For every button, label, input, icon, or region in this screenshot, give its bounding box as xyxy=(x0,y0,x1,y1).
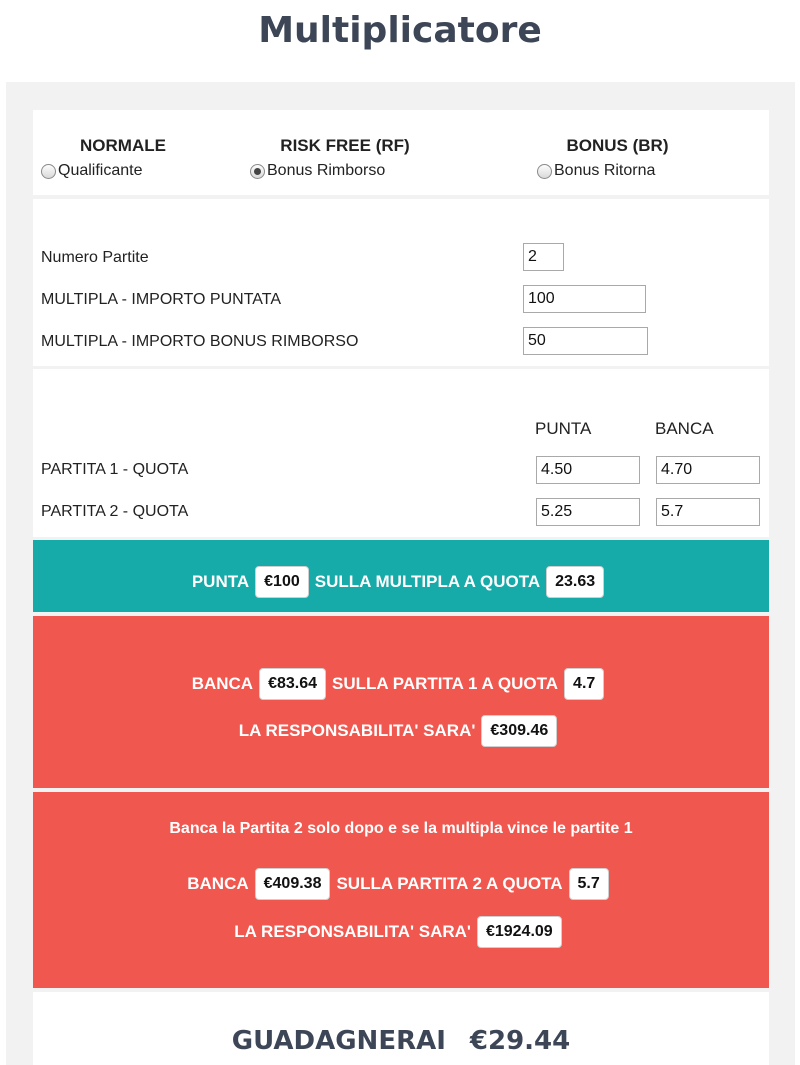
partita-1-punta-input[interactable] xyxy=(536,456,640,484)
banca-1-line xyxy=(33,668,769,700)
partita-2-label: PARTITA 2 - QUOTA xyxy=(41,503,189,520)
banca-1-liability-chip: €309.46 xyxy=(481,715,557,747)
mode-bonus-label: Bonus Ritorna xyxy=(554,162,656,179)
partita-2-punta-input[interactable] xyxy=(536,498,640,526)
banca-2-middle-text: SULLA PARTITA 2 A QUOTA xyxy=(336,874,563,893)
banca-1-liability-label: LA RESPONSABILITA' SARA' xyxy=(238,721,476,740)
bet-fields xyxy=(33,199,769,366)
banca-2-line xyxy=(33,868,769,900)
quote-table xyxy=(33,369,769,537)
punta-stake-chip: €100 xyxy=(255,566,309,598)
partita-2-banca-input[interactable] xyxy=(656,498,760,526)
radio-qualificante[interactable] xyxy=(41,164,56,179)
punta-line xyxy=(33,566,769,598)
banca-2-liability-line xyxy=(33,916,769,948)
partita-1-banca-input[interactable] xyxy=(656,456,760,484)
mode-risk-free-title: RISK FREE (RF) xyxy=(280,136,410,155)
profit-line xyxy=(33,1026,769,1056)
mode-bonus-option[interactable] xyxy=(537,162,775,180)
mode-normale-title: NORMALE xyxy=(80,136,166,155)
mode-risk-free-option[interactable] xyxy=(250,162,490,180)
page-title: Multiplicatore xyxy=(258,10,542,51)
mode-bonus-title: BONUS (BR) xyxy=(566,136,669,155)
banca-2-liability-label: LA RESPONSABILITA' SARA' xyxy=(234,922,471,941)
banca-1-liability-line xyxy=(33,715,769,747)
radio-bonus-rimborso[interactable] xyxy=(250,164,265,179)
profit-label: GUADAGNERAI xyxy=(231,1026,446,1056)
banca-1-middle-text: SULLA PARTITA 1 A QUOTA xyxy=(332,674,559,693)
mode-normale-option[interactable] xyxy=(41,162,273,180)
punta-result-band xyxy=(33,540,769,612)
importo-bonus-label: MULTIPLA - IMPORTO BONUS RIMBORSO xyxy=(41,333,359,350)
mode-selector xyxy=(33,110,769,195)
banca-2-stake-chip: €409.38 xyxy=(255,868,331,900)
importo-puntata-input[interactable] xyxy=(523,285,646,313)
banca-partita-1-band xyxy=(33,616,769,788)
punta-middle-text: SULLA MULTIPLA A QUOTA xyxy=(314,572,541,591)
importo-puntata-label: MULTIPLA - IMPORTO PUNTATA xyxy=(41,291,282,308)
radio-bonus-ritorna[interactable] xyxy=(537,164,552,179)
banca-partita-2-band xyxy=(33,792,769,988)
mode-risk-free xyxy=(267,136,490,180)
numero-partite-label: Numero Partite xyxy=(41,249,149,266)
banca-2-prefix: BANCA xyxy=(187,874,249,893)
mode-normale-label: Qualificante xyxy=(58,162,143,179)
banca-2-liability-chip: €1924.09 xyxy=(477,916,562,948)
banca-1-odds-chip: 4.7 xyxy=(564,668,604,700)
banca-1-stake-chip: €83.64 xyxy=(259,668,326,700)
banca-2-odds-chip: 5.7 xyxy=(569,868,609,900)
mode-risk-free-label: Bonus Rimborso xyxy=(267,162,386,179)
punta-odds-chip: 23.63 xyxy=(546,566,604,598)
mode-normale xyxy=(53,136,273,180)
banca-2-note: Banca la Partita 2 solo dopo e se la multipla vince le partite 1 xyxy=(169,820,633,837)
partita-1-label: PARTITA 1 - QUOTA xyxy=(41,461,189,478)
punta-header: PUNTA xyxy=(535,419,592,438)
profit-result xyxy=(33,992,769,1065)
numero-partite-input[interactable] xyxy=(523,243,564,271)
punta-prefix: PUNTA xyxy=(191,572,250,591)
profit-value: €29.44 xyxy=(469,1026,571,1056)
banca-1-prefix: BANCA xyxy=(191,674,254,693)
banca-header: BANCA xyxy=(655,419,714,438)
mode-bonus xyxy=(555,136,775,180)
importo-bonus-input[interactable] xyxy=(523,327,648,355)
